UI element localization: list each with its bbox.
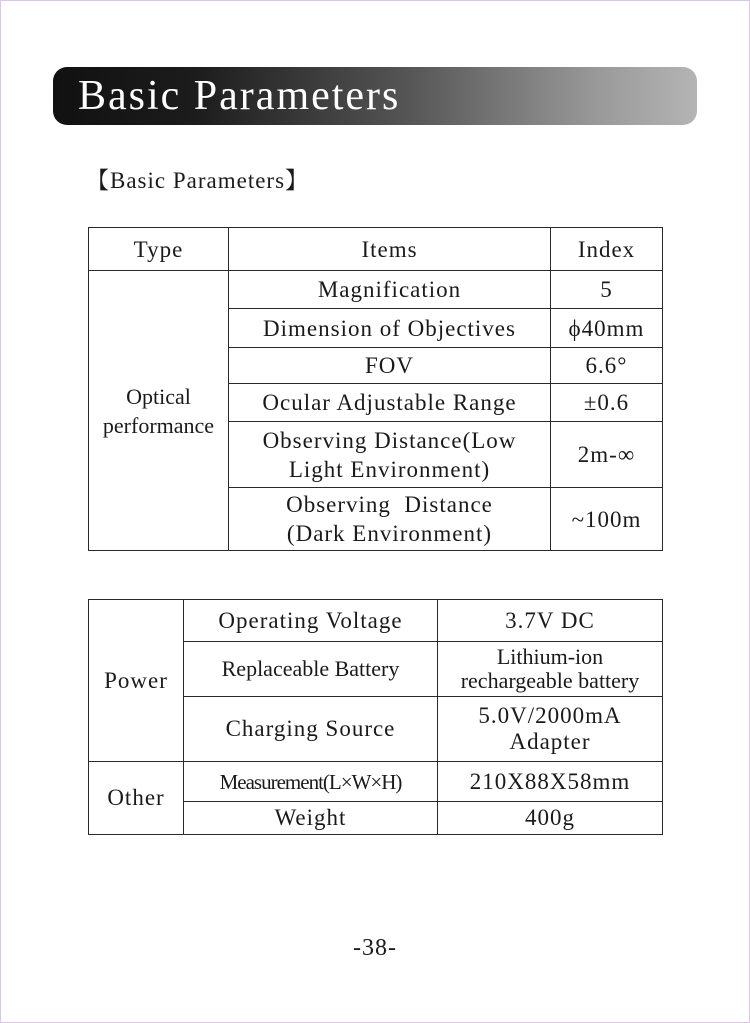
type-cell-other: Other — [89, 762, 184, 835]
type-cell-optical — [89, 271, 229, 551]
index-cell: ±0.6 — [551, 384, 663, 422]
page-title: Basic Parameters — [78, 73, 401, 119]
value-cell — [438, 642, 663, 697]
type-label-line1: Optical — [126, 383, 191, 409]
header-index: Index — [551, 228, 663, 271]
item-line2: Light Environment) — [288, 456, 491, 482]
item-cell: Operating Voltage — [184, 600, 438, 642]
index-cell: 6.6° — [551, 348, 663, 384]
value-cell: 3.7V DC — [438, 600, 663, 642]
table-row — [89, 271, 663, 309]
type-cell-power: Power — [89, 600, 184, 762]
table-row — [89, 600, 663, 642]
table-row — [89, 762, 663, 802]
section-title: 【Basic Parameters】 — [86, 168, 310, 193]
value-cell: 210X88X58mm — [438, 762, 663, 802]
value-line1: 5.0V/2000mA — [478, 703, 622, 728]
type-label-line2: performance — [102, 412, 215, 438]
value-line2: rechargeable battery — [460, 668, 640, 693]
item-cell: Magnification — [229, 271, 551, 309]
item-cell: Measurement(L×W×H) — [184, 762, 438, 802]
item-cell — [229, 488, 551, 551]
table-header-row — [89, 228, 663, 271]
header-items: Items — [229, 228, 551, 271]
item-line1: Observing Distance(Low — [262, 427, 517, 453]
item-line1: Observing Distance — [286, 492, 493, 517]
header-banner — [53, 67, 697, 125]
item-cell: Replaceable Battery — [184, 642, 438, 697]
value-line1: Lithium-ion — [496, 644, 604, 669]
index-cell: ϕ40mm — [551, 309, 663, 348]
value-cell — [438, 697, 663, 762]
index-cell: 2m-∞ — [551, 422, 663, 488]
index-cell: ~100m — [551, 488, 663, 551]
item-cell — [229, 422, 551, 488]
item-cell: Ocular Adjustable Range — [229, 384, 551, 422]
item-cell: Dimension of Objectives — [229, 309, 551, 348]
index-cell: 5 — [551, 271, 663, 309]
value-cell: 400g — [438, 802, 663, 835]
optical-parameters-table — [88, 227, 663, 551]
item-cell: Weight — [184, 802, 438, 835]
header-type: Type — [89, 228, 229, 271]
page-number: -38- — [353, 935, 397, 961]
item-cell: FOV — [229, 348, 551, 384]
value-line2: Adapter — [509, 729, 591, 754]
power-other-table — [88, 599, 663, 835]
item-cell: Charging Source — [184, 697, 438, 762]
item-line2: (Dark Environment) — [286, 521, 493, 546]
